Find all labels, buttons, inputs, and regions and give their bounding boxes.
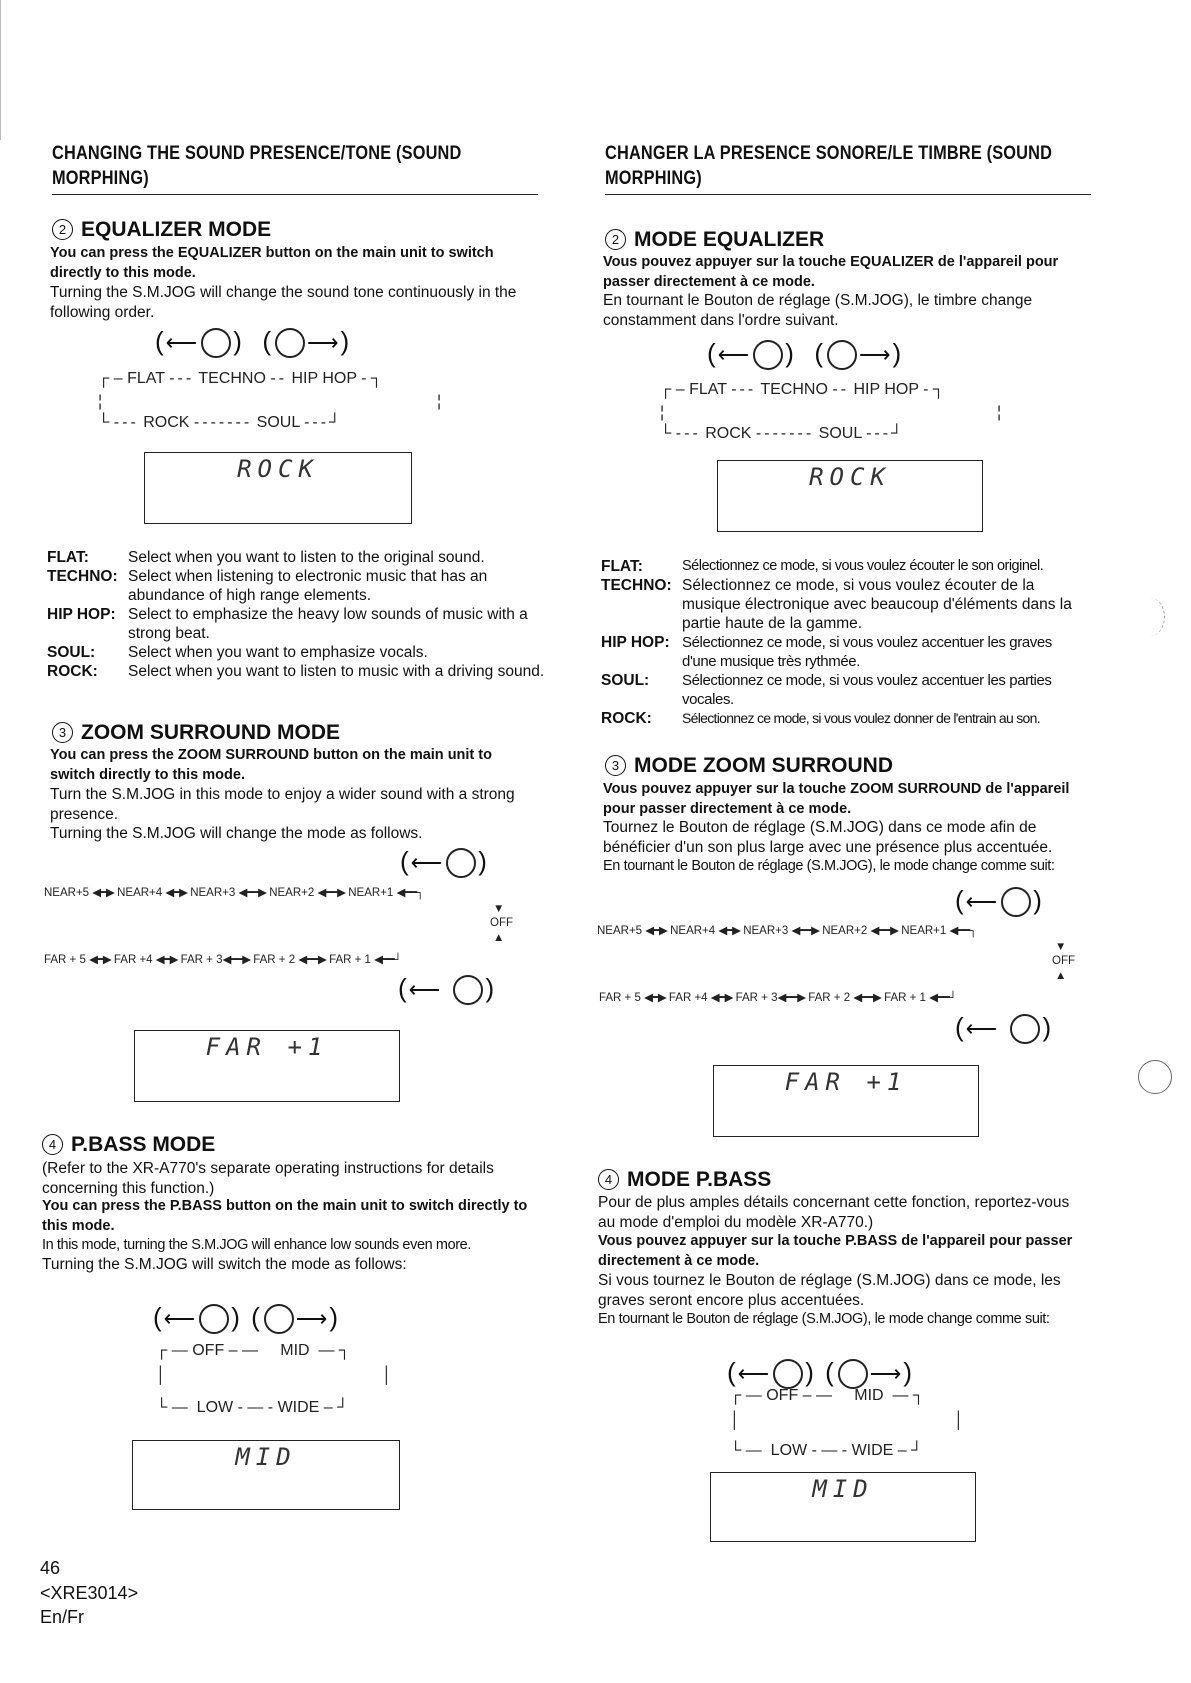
en-zoom-heading bbox=[52, 720, 542, 746]
fr-title-rule bbox=[605, 194, 1091, 195]
mode-flat: FLAT bbox=[127, 370, 165, 387]
fr-eq-heading-text: MODE EQUALIZER bbox=[634, 228, 825, 251]
en-pbass-cycle-side-r: │ bbox=[382, 1367, 392, 1384]
en-zoom-up-arrow: ▲ bbox=[493, 932, 505, 944]
en-zoom-down-arrow: ▼ bbox=[493, 903, 505, 915]
def-desc: Select when listening to electronic music that has an abundance of high range elements. bbox=[128, 568, 488, 604]
en-eq-jog-diagram: (⟵ ) ( ⟶) bbox=[155, 326, 351, 358]
mode-techno: TECHNO bbox=[760, 381, 828, 398]
en-zoom-jog-cw: (⟵ ) bbox=[398, 973, 496, 1005]
dial-icon bbox=[773, 1359, 803, 1389]
mode-rock: ROCK bbox=[705, 425, 752, 442]
zoom-label: NEAR+1 bbox=[901, 925, 947, 937]
left-arrow-icon: ⟵ bbox=[410, 850, 445, 875]
scan-edge-line bbox=[0, 0, 1, 140]
mode-flat: FLAT bbox=[689, 381, 727, 398]
mode-hiphop: HIP HOP bbox=[853, 381, 919, 398]
language-code: En/Fr bbox=[40, 1607, 85, 1627]
en-zoom-display bbox=[134, 1030, 400, 1102]
fr-zoom-off: OFF bbox=[1052, 955, 1075, 967]
zoom-label: NEAR+4 bbox=[670, 925, 716, 937]
section-number: 4 bbox=[598, 1169, 619, 1190]
def-row bbox=[47, 662, 547, 700]
def-desc: Select when you want to listen to music with a driving sound. bbox=[128, 663, 545, 680]
left-arrow-icon: ⟵ bbox=[165, 330, 200, 355]
def-row bbox=[601, 671, 1089, 709]
en-zoom-off: OFF bbox=[490, 917, 513, 929]
display-text: ROCK bbox=[237, 455, 319, 483]
def-row bbox=[601, 557, 1089, 576]
section-number: 2 bbox=[52, 219, 73, 240]
def-term: TECHNO: bbox=[47, 568, 118, 585]
section-number: 3 bbox=[605, 755, 626, 776]
fr-eq-cycle-side-r: ¦ bbox=[997, 404, 1002, 421]
def-row bbox=[601, 709, 1089, 728]
en-pbass-text1: (Refer to the XR-A770's separate operating instructions for details concerning this function.) bbox=[42, 1160, 494, 1197]
def-term: ROCK: bbox=[47, 663, 98, 680]
def-row bbox=[47, 567, 547, 605]
fr-zoom-jog-ccw: (⟵ ) bbox=[955, 885, 1044, 917]
page-number: 46 bbox=[40, 1558, 61, 1578]
zoom-label: NEAR+1 bbox=[348, 887, 394, 899]
dial-icon bbox=[275, 328, 305, 358]
def-term: FLAT: bbox=[601, 558, 643, 575]
fr-pbass-cycle-side: │ bbox=[730, 1412, 740, 1429]
def-term: HIP HOP: bbox=[601, 634, 670, 651]
en-eq-heading bbox=[52, 217, 542, 243]
dial-icon bbox=[753, 340, 783, 370]
zoom-label: FAR + 1 bbox=[329, 954, 371, 966]
display-text: FAR +1 bbox=[205, 1033, 329, 1061]
en-zoom-text1: Turn the S.M.JOG in this mode to enjoy a wider sound with a strong presence. bbox=[50, 786, 515, 823]
zoom-label: NEAR+4 bbox=[117, 887, 163, 899]
fr-pbass-display bbox=[710, 1472, 976, 1542]
display-text: MID bbox=[235, 1443, 297, 1471]
def-row bbox=[47, 548, 547, 567]
en-zoom-heading-text: ZOOM SURROUND MODE bbox=[81, 721, 340, 744]
def-term: TECHNO: bbox=[601, 577, 672, 594]
en-zoom-far-row: FAR + 5 ◀━▶ FAR +4 ◀━▶ FAR + 3◀━━▶ FAR + 2 ◀━━▶ FAR + 1 ◀━━┘ bbox=[44, 954, 401, 966]
en-pbass-cycle-top: ┌ — OFF – — MID — ┐ bbox=[156, 1342, 351, 1359]
fr-pbass-text3: En tournant le Bouton de réglage (S.M.JOG), le mode change comme suit: bbox=[598, 1311, 1050, 1327]
dial-icon bbox=[446, 848, 476, 878]
fr-zoom-bold: Vous pouvez appuyer sur la touche ZOOM SURROUND de l'appareil pour passer directement à ce mode. bbox=[603, 781, 1070, 817]
en-pbass-jog-diagram: (⟵ ) ( ⟶) bbox=[153, 1302, 340, 1334]
mode-soul: SOUL bbox=[256, 414, 300, 431]
en-pbass-heading bbox=[42, 1132, 542, 1158]
en-eq-heading-text: EQUALIZER MODE bbox=[81, 218, 272, 241]
en-eq-text: Turning the S.M.JOG will change the sound tone continuously in the following order. bbox=[50, 284, 517, 321]
display-text: MID bbox=[812, 1475, 874, 1503]
mode-low: LOW bbox=[196, 1399, 234, 1416]
doc-code: <XRE3014> bbox=[40, 1583, 139, 1603]
fr-eq-definitions bbox=[601, 557, 1089, 728]
def-desc: Sélectionnez ce mode, si vous voulez écouter de la musique électronique avec beaucoup d'éléments dans la partie haute de la gamme. bbox=[682, 577, 1072, 632]
display-text: ROCK bbox=[809, 463, 891, 491]
def-desc: Sélectionnez ce mode, si vous voulez écouter le son originel. bbox=[682, 558, 1044, 574]
mode-mid: MID bbox=[854, 1387, 884, 1404]
display-text: FAR +1 bbox=[784, 1068, 908, 1096]
fr-zoom-near-row: NEAR+5 ◀━▶ NEAR+4 ◀━▶ NEAR+3 ◀━━▶ NEAR+2 ◀━━▶ NEAR+1 ◀━━┐ bbox=[597, 925, 977, 937]
en-title-rule bbox=[52, 194, 538, 195]
def-term: SOUL: bbox=[601, 672, 650, 689]
zoom-label: FAR + 5 bbox=[44, 954, 86, 966]
left-arrow-icon: ⟵ bbox=[717, 342, 752, 367]
def-row bbox=[601, 633, 1089, 671]
en-zoom-jog-ccw: (⟵ ) bbox=[400, 846, 489, 878]
fr-pbass-heading-text: MODE P.BASS bbox=[627, 1168, 772, 1191]
dial-icon bbox=[453, 975, 483, 1005]
fr-pbass-text2: Si vous tournez le Bouton de réglage (S.M.JOG) dans ce mode, les graves seront encore plus accentuées. bbox=[598, 1272, 1061, 1309]
fr-zoom-display bbox=[713, 1065, 979, 1137]
fr-eq-jog-diagram: (⟵ ) ( ⟶) bbox=[707, 338, 903, 370]
en-zoom-bold: You can press the ZOOM SURROUND button on the main unit to switch directly to this mode. bbox=[50, 747, 492, 783]
mode-wide: WIDE bbox=[851, 1442, 894, 1459]
en-eq-cycle-side: ¦ bbox=[98, 393, 103, 410]
en-eq-cycle-top: ┌ – FLAT --- TECHNO -- HIP HOP - ┐ bbox=[98, 370, 383, 387]
zoom-label: FAR + 3 bbox=[180, 954, 223, 966]
zoom-label: FAR + 5 bbox=[599, 992, 641, 1004]
zoom-label: FAR + 2 bbox=[808, 992, 851, 1004]
def-term: FLAT: bbox=[47, 549, 89, 566]
en-eq-cycle-bottom: └ --- ROCK ------- SOUL ---┘ bbox=[98, 414, 341, 431]
en-pbass-text2: In this mode, turning the S.M.JOG will enhance low sounds even more. bbox=[42, 1237, 471, 1253]
fr-zoom-far-row: FAR + 5 ◀━▶ FAR +4 ◀━▶ FAR + 3◀━━▶ FAR + 2 ◀━━▶ FAR + 1 ◀━━┘ bbox=[599, 992, 956, 1004]
en-pbass-heading-text: P.BASS MODE bbox=[71, 1133, 216, 1156]
en-eq-display bbox=[144, 452, 412, 524]
def-term: SOUL: bbox=[47, 644, 96, 661]
mode-mid: MID bbox=[280, 1342, 310, 1359]
fr-zoom-down-arrow: ▼ bbox=[1055, 941, 1067, 953]
left-arrow-icon: ⟵ bbox=[737, 1361, 772, 1386]
zoom-label: FAR + 1 bbox=[884, 992, 926, 1004]
en-pbass-cycle-side: │ bbox=[156, 1367, 166, 1384]
right-arrow-icon: ⟶ bbox=[295, 1306, 330, 1331]
fr-pbass-bold: Vous pouvez appuyer sur la touche P.BASS de l'appareil pour passer directement à ce mode. bbox=[598, 1233, 1073, 1269]
en-eq-cycle-side-r: ¦ bbox=[437, 393, 442, 410]
left-arrow-icon: ⟵ bbox=[408, 977, 443, 1002]
en-pbass-cycle-bottom: └ — LOW - — - WIDE – ┘ bbox=[156, 1399, 349, 1416]
fr-eq-display bbox=[717, 460, 983, 532]
fr-eq-text: En tournant le Bouton de réglage (S.M.JOG), le timbre change constamment dans l'ordre suivant. bbox=[603, 292, 1033, 329]
fr-eq-bold: Vous pouvez appuyer sur la touche EQUALIZER de l'appareil pour passer directement à ce mode. bbox=[603, 254, 1059, 290]
fr-zoom-text1: Tournez le Bouton de réglage (S.M.JOG) dans ce mode afin de bénéficier d'un son plus large avec une présence plus accentuée. bbox=[603, 819, 1053, 856]
dial-icon bbox=[199, 1304, 229, 1334]
fr-page-title: CHANGER LA PRESENCE SONORE/LE TIMBRE (SOUND MORPHING) bbox=[605, 143, 1053, 189]
mode-off: OFF bbox=[192, 1342, 225, 1359]
fr-eq-heading bbox=[605, 227, 1095, 253]
en-eq-definitions bbox=[47, 548, 547, 700]
en-zoom-near-row: NEAR+5 ◀━▶ NEAR+4 ◀━▶ NEAR+3 ◀━━▶ NEAR+2 ◀━━▶ NEAR+1 ◀━━┐ bbox=[44, 887, 424, 899]
def-desc: Select when you want to listen to the original sound. bbox=[128, 549, 485, 566]
fr-zoom-heading bbox=[605, 753, 1095, 779]
right-arrow-icon: ⟶ bbox=[858, 342, 893, 367]
left-arrow-icon: ⟵ bbox=[163, 1306, 198, 1331]
scan-mark bbox=[1136, 598, 1165, 636]
section-number: 4 bbox=[42, 1134, 63, 1155]
zoom-label: FAR +4 bbox=[113, 954, 153, 966]
dial-icon bbox=[201, 328, 231, 358]
dial-icon bbox=[264, 1304, 294, 1334]
def-desc: Select to emphasize the heavy low sounds of music with a strong beat. bbox=[128, 606, 528, 642]
def-row bbox=[47, 643, 547, 662]
fr-zoom-jog-cw: (⟵ ) bbox=[955, 1012, 1053, 1044]
fr-pbass-cycle-top: ┌ — OFF – — MID — ┐ bbox=[730, 1387, 925, 1404]
dial-icon bbox=[827, 340, 857, 370]
fr-pbass-text1: Pour de plus amples détails concernant cette fonction, reportez-vous au mode d'emploi du modèle XR-A770.) bbox=[598, 1194, 1070, 1231]
section-number: 2 bbox=[605, 229, 626, 250]
def-desc: Sélectionnez ce mode, si vous voulez accentuer les graves d'une musique très rythmée. bbox=[682, 634, 1052, 670]
zoom-label: FAR + 2 bbox=[253, 954, 296, 966]
fr-eq-cycle-bottom: └ --- ROCK ------- SOUL ---┘ bbox=[660, 425, 903, 442]
dial-icon bbox=[838, 1359, 868, 1389]
zoom-label: NEAR+3 bbox=[743, 925, 789, 937]
mode-off: OFF bbox=[766, 1387, 799, 1404]
en-eq-bold: You can press the EQUALIZER button on the main unit to switch directly to this mode. bbox=[50, 245, 494, 281]
mode-wide: WIDE bbox=[277, 1399, 320, 1416]
fr-zoom-text2: En tournant le Bouton de réglage (S.M.JOG), le mode change comme suit: bbox=[603, 858, 1055, 874]
en-pbass-text3: Turning the S.M.JOG will switch the mode as follows: bbox=[42, 1256, 407, 1273]
en-zoom-text2: Turning the S.M.JOG will change the mode as follows. bbox=[50, 825, 423, 842]
zoom-label: NEAR+2 bbox=[822, 925, 868, 937]
def-term: ROCK: bbox=[601, 710, 652, 727]
en-pbass-bold: You can press the P.BASS button on the main unit to switch directly to this mode. bbox=[42, 1198, 528, 1234]
left-arrow-icon: ⟵ bbox=[965, 1016, 1000, 1041]
def-desc: Sélectionnez ce mode, si vous voulez accentuer les parties vocales. bbox=[682, 672, 1052, 708]
def-row bbox=[47, 605, 547, 643]
fr-pbass-cycle-side-r: │ bbox=[954, 1412, 964, 1429]
zoom-label: FAR + 3 bbox=[735, 992, 778, 1004]
right-arrow-icon: ⟶ bbox=[869, 1361, 904, 1386]
mode-low: LOW bbox=[770, 1442, 808, 1459]
mode-hiphop: HIP HOP bbox=[291, 370, 357, 387]
def-term: HIP HOP: bbox=[47, 606, 116, 623]
fr-eq-cycle-side: ¦ bbox=[660, 404, 665, 421]
zoom-label: FAR +4 bbox=[668, 992, 708, 1004]
zoom-label: NEAR+3 bbox=[190, 887, 236, 899]
zoom-label: NEAR+5 bbox=[597, 925, 643, 937]
def-desc: Sélectionnez ce mode, si vous voulez donner de l'entrain au son. bbox=[682, 710, 1040, 726]
section-number: 3 bbox=[52, 722, 73, 743]
def-desc: Select when you want to emphasize vocals. bbox=[128, 644, 428, 661]
right-arrow-icon: ⟶ bbox=[306, 330, 341, 355]
dial-icon bbox=[1010, 1014, 1040, 1044]
zoom-label: NEAR+5 bbox=[44, 887, 90, 899]
mode-soul: SOUL bbox=[818, 425, 862, 442]
fr-zoom-up-arrow: ▲ bbox=[1055, 970, 1067, 982]
mode-rock: ROCK bbox=[143, 414, 190, 431]
fr-pbass-cycle-bottom: └ — LOW - — - WIDE – ┘ bbox=[730, 1442, 923, 1459]
zoom-label: NEAR+2 bbox=[269, 887, 315, 899]
dial-icon bbox=[1001, 887, 1031, 917]
en-page-title: CHANGING THE SOUND PRESENCE/TONE (SOUND MORPHING) bbox=[52, 143, 462, 189]
fr-zoom-heading-text: MODE ZOOM SURROUND bbox=[634, 754, 893, 777]
mode-techno: TECHNO bbox=[198, 370, 266, 387]
fr-pbass-jog-diagram: (⟵ ) ( ⟶) bbox=[727, 1357, 914, 1389]
en-pbass-display bbox=[132, 1440, 400, 1510]
fr-eq-cycle-top: ┌ – FLAT --- TECHNO -- HIP HOP - ┐ bbox=[660, 381, 945, 398]
def-row bbox=[601, 576, 1089, 633]
punch-hole-mark bbox=[1138, 1060, 1172, 1094]
fr-pbass-heading bbox=[598, 1167, 1098, 1193]
left-arrow-icon: ⟵ bbox=[965, 889, 1000, 914]
